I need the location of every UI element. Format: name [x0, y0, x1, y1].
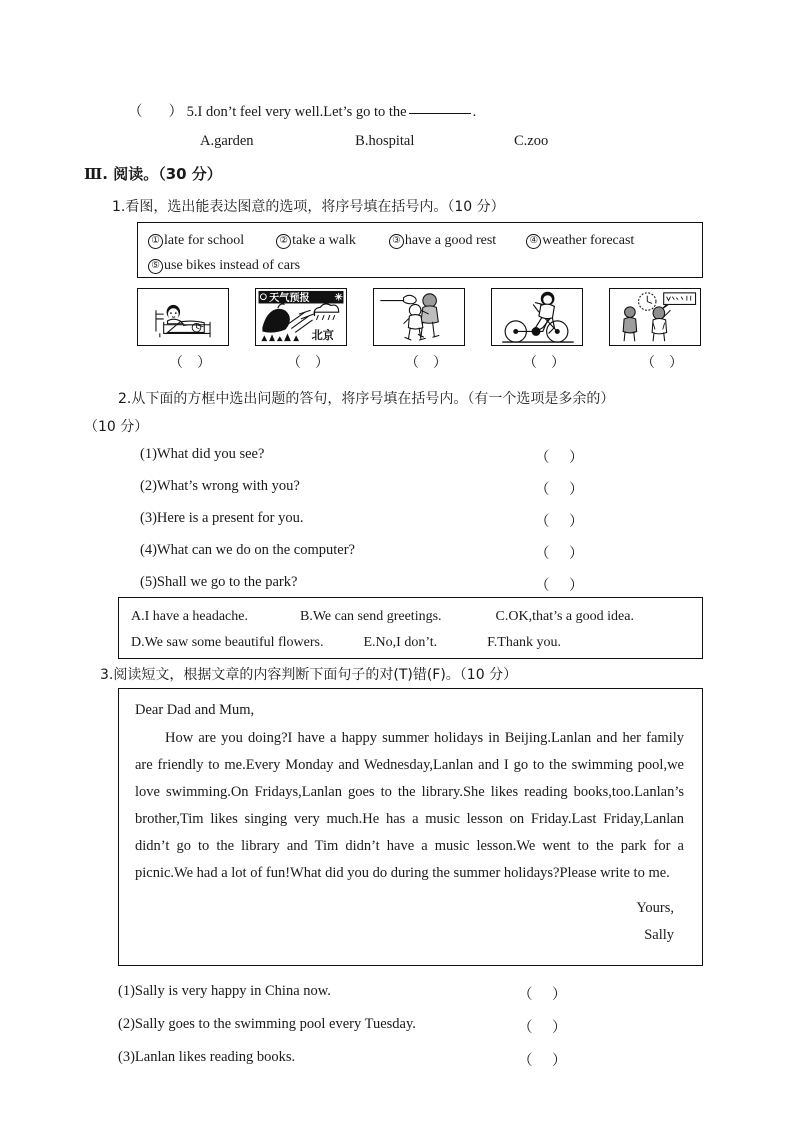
picture-cell-2: [255, 288, 347, 372]
choice-c[interactable]: C.zoo: [514, 133, 549, 149]
question-5-stem: I don’t feel very well.Let’s go to the: [197, 104, 407, 120]
section-3-title: . 阅读。（30 分）: [102, 165, 222, 183]
part-3-statement-3: [118, 1049, 567, 1069]
picture-cell-4: [491, 288, 583, 372]
letter-body: How are you doing?I have a happy summer holidays in Beijing.Lanlan and her family are friendly to me.Every Monday and Wednesday,Lanlan and I go to the swimming pool,we love swimming.On Fridays,Lanlan goes to the library.She likes reading books,too.Lanlan’s brother,Tim likes singing very much.He has a music lesson on Friday.Last Friday,Lanlan didn’t go to the library and Tim didn’t have a music lesson.We went to the park for a picnic.We had a lot of fun!What did you do during the summer holidays?Please write to me.: [135, 730, 684, 881]
part-3-answer-3[interactable]: [518, 1049, 567, 1070]
part-1-option-box: [137, 222, 703, 278]
picture-cell-3: [373, 288, 465, 372]
circled-number-1-icon: ①: [148, 234, 163, 249]
part-2-answer-3-open: （: [535, 514, 550, 530]
circled-number-3-icon: ③: [389, 234, 404, 249]
picture-answer-5-close: ）: [669, 356, 683, 371]
part-3-answer-3-open: （: [518, 1053, 533, 1069]
picture-answer-2-close: ）: [315, 356, 329, 371]
part-2-answer-2-open: （: [535, 482, 550, 498]
part-3-answer-1-open: （: [518, 987, 533, 1003]
answer-option-c[interactable]: C.OK,that’s a good idea.: [495, 609, 634, 624]
part-2-answer-1-close: ）: [569, 450, 584, 466]
part-2-question-5-label: (5)Shall we go to the park?: [140, 574, 298, 590]
picture-answer-1-close: ）: [197, 356, 211, 371]
picture-answer-3[interactable]: [373, 352, 465, 372]
answer-paren-open: （: [128, 104, 143, 120]
part-2-heading-line-2: （10 分）: [84, 419, 149, 435]
picture-frame-2: [255, 288, 347, 346]
option-item-3-label: have a good rest: [404, 233, 497, 248]
circled-number-4-icon: ④: [526, 234, 541, 249]
part-2-answer-1[interactable]: [535, 446, 595, 467]
option-box-line-2: [148, 253, 702, 278]
choice-a[interactable]: A.garden: [200, 133, 254, 149]
question-5-row: [128, 100, 728, 121]
part-3-statement-1: [118, 983, 567, 1003]
part-3-answer-2-close: ）: [552, 1020, 567, 1036]
part-3-heading: 3.阅读短文，根据文章的内容判断下面句子的对(T)错(F)。（10 分）: [100, 667, 518, 683]
part-2-heading-line-1: 2.从下面的方框中选出问题的答句，将序号填在括号内。（有一个选项是多余的）: [118, 391, 615, 407]
part-3-statement-3-label: (3)Lanlan likes reading books.: [118, 1049, 296, 1065]
circled-number-5-icon: ⑤: [148, 259, 163, 274]
tv-weather-forecast-beijing-icon: [256, 289, 346, 345]
picture-answer-4-open: （: [523, 356, 537, 371]
part-3-reading-passage-box: [118, 688, 703, 966]
letter-closing: Yours,: [636, 900, 674, 916]
answer-bank-row-1: [131, 604, 702, 630]
part-1-picture-strip: [137, 288, 703, 376]
part-2-question-5: [140, 574, 584, 594]
answer-paren-close: ）: [168, 104, 183, 120]
circled-number-2-icon: ②: [276, 234, 291, 249]
letter-signature: Sally: [644, 927, 674, 943]
part-3-answer-2-open: （: [518, 1020, 533, 1036]
picture-frame-1: [137, 288, 229, 346]
person-riding-bicycle-icon: [492, 289, 582, 345]
option-item-1-label: late for school: [164, 233, 245, 248]
choice-b[interactable]: B.hospital: [355, 133, 415, 149]
section-3-numeral: Ⅲ: [84, 167, 103, 183]
answer-bank-row-2: [131, 630, 702, 656]
part-2-question-1: [140, 446, 584, 466]
part-2-question-3: [140, 510, 584, 530]
tv-weather-city: 北京: [311, 329, 334, 343]
option-item-4[interactable]: [526, 228, 634, 253]
part-2-answer-3[interactable]: [535, 510, 595, 531]
part-3-statement-1-label: (1)Sally is very happy in China now.: [118, 983, 331, 999]
answer-option-d[interactable]: D.We saw some beautiful flowers.: [131, 635, 324, 650]
part-3-answer-1-close: ）: [552, 987, 567, 1003]
question-5-number: 5.: [186, 104, 198, 120]
picture-frame-4: [491, 288, 583, 346]
part-2-answer-3-close: ）: [569, 514, 584, 530]
picture-answer-1[interactable]: [137, 352, 229, 372]
part-2-question-2: [140, 478, 584, 498]
part-2-question-4-label: (4)What can we do on the computer?: [140, 542, 355, 558]
picture-answer-4[interactable]: [491, 352, 583, 372]
part-2-question-3-label: (3)Here is a present for you.: [140, 510, 304, 526]
part-1-heading: 1.看图，选出能表达图意的选项，将序号填在括号内。（10 分）: [112, 199, 505, 215]
answer-option-b[interactable]: B.We can send greetings.: [299, 609, 442, 624]
fill-in-blank[interactable]: [409, 113, 471, 114]
picture-answer-5[interactable]: [609, 352, 701, 372]
option-item-5-label: use bikes instead of cars: [164, 258, 301, 273]
picture-answer-1-open: （: [169, 356, 183, 371]
answer-option-a[interactable]: A.I have a headache.: [131, 609, 248, 624]
people-taking-a-walk-icon: [374, 289, 464, 345]
part-2-question-2-label: (2)What’s wrong with you?: [140, 478, 300, 494]
answer-option-e[interactable]: E.No,I don’t.: [363, 635, 438, 650]
child-resting-in-bed-icon: [138, 289, 228, 345]
part-2-question-1-label: (1)What did you see?: [140, 446, 265, 462]
option-item-5[interactable]: [148, 253, 300, 278]
answer-option-f[interactable]: F.Thank you.: [487, 635, 562, 650]
picture-frame-3: [373, 288, 465, 346]
picture-answer-2-open: （: [287, 356, 301, 371]
tv-weather-title: 天气预报: [269, 292, 310, 304]
letter-salutation: Dear Dad and Mum,: [135, 702, 255, 718]
part-2-answer-4-close: ）: [569, 546, 584, 562]
part-3-answer-3-close: ）: [552, 1053, 567, 1069]
option-item-2-label: take a walk: [292, 233, 356, 248]
picture-frame-5: [609, 288, 701, 346]
part-2-question-4: [140, 542, 584, 562]
part-2-answer-1-open: （: [535, 450, 550, 466]
picture-answer-2[interactable]: [255, 352, 347, 372]
question-5-stem-end: .: [472, 104, 477, 120]
part-2-answer-5-close: ）: [569, 578, 584, 594]
part-2-answer-5-open: （: [535, 578, 550, 594]
picture-answer-4-close: ）: [551, 356, 565, 371]
picture-cell-1: [137, 288, 229, 372]
option-item-1[interactable]: [148, 228, 244, 253]
part-2-answer-4[interactable]: [535, 542, 595, 563]
option-item-4-label: weather forecast: [542, 233, 635, 248]
part-2-answer-bank: [118, 597, 703, 659]
question-5-choices: [200, 133, 548, 150]
part-2-answer-5[interactable]: [535, 574, 595, 595]
part-3-answer-1[interactable]: [518, 983, 567, 1004]
option-box-line-1: [148, 228, 702, 253]
picture-answer-3-close: ）: [433, 356, 447, 371]
part-3-statement-2: [118, 1016, 567, 1036]
picture-answer-5-open: （: [641, 356, 655, 371]
part-3-answer-2[interactable]: [518, 1016, 567, 1037]
student-late-pointing-at-clock-icon: [610, 289, 700, 345]
part-2-answer-4-open: （: [535, 546, 550, 562]
picture-answer-3-open: （: [405, 356, 419, 371]
picture-cell-5: [609, 288, 701, 372]
part-2-answer-2[interactable]: [535, 478, 595, 499]
part-2-answer-2-close: ）: [569, 482, 584, 498]
section-3-heading: [84, 163, 222, 184]
part-3-statement-2-label: (2)Sally goes to the swimming pool every Tuesday.: [118, 1016, 416, 1032]
option-item-3[interactable]: [389, 228, 496, 253]
option-item-2[interactable]: [276, 228, 356, 253]
